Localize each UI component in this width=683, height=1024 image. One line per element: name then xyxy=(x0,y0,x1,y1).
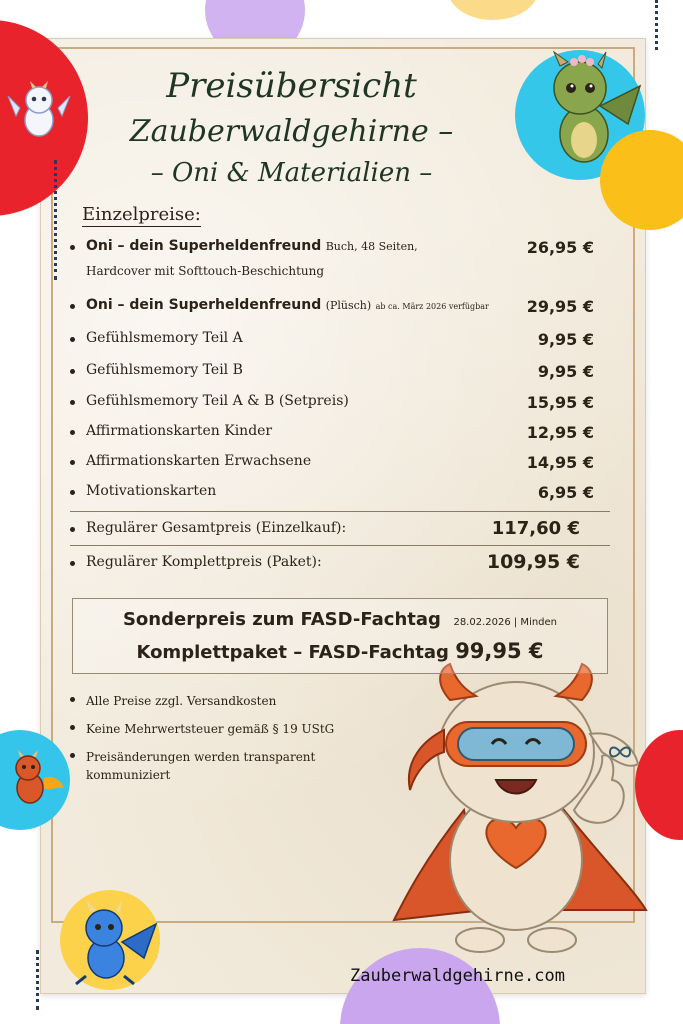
product-name: Oni – dein Superheldenfreund xyxy=(86,297,322,313)
special-offer-price: 99,95 € xyxy=(455,639,544,663)
product-price: 9,95 € xyxy=(537,362,594,381)
decor-dots xyxy=(655,0,658,50)
product-price: 26,95 € xyxy=(526,238,594,257)
price-row xyxy=(70,455,600,475)
divider xyxy=(70,545,610,546)
product-name: Gefühlsmemory Teil B xyxy=(86,362,243,378)
note-item xyxy=(70,720,370,740)
website-link[interactable]: Zauberwaldgehirne.com xyxy=(350,966,565,986)
blue-dragon-icon xyxy=(66,896,158,988)
product-name: Motivationskarten xyxy=(86,483,217,499)
price-row xyxy=(70,485,600,505)
product-price: 6,95 € xyxy=(537,483,594,502)
price-row xyxy=(70,299,600,319)
product-name: Oni – dein Superheldenfreund xyxy=(86,238,322,254)
page-subtitle-2: – Oni & Materialien – xyxy=(150,158,433,188)
regular-total-label: Regulärer Gesamtpreis (Einzelkauf): xyxy=(86,520,347,536)
product-price: 12,95 € xyxy=(526,423,594,442)
section-heading-single-prices: Einzelpreise: xyxy=(82,204,201,225)
note-item xyxy=(70,748,370,788)
note-item xyxy=(70,692,370,712)
package-total-label: Regulärer Komplettpreis (Paket): xyxy=(86,554,322,570)
bullet xyxy=(70,304,75,309)
product-name: Affirmationskarten Kinder xyxy=(86,423,273,439)
page-subtitle: Zauberwaldgehirne – xyxy=(129,114,454,149)
price-row xyxy=(70,364,600,384)
product-name: Gefühlsmemory Teil A xyxy=(86,330,243,346)
special-offer-title: Sonderpreis zum FASD-Fachtag xyxy=(122,609,441,630)
product-detail: (Plüsch) xyxy=(325,299,372,312)
divider xyxy=(70,511,610,512)
note-text: Preisänderungen werden transparent kommuniziert xyxy=(86,750,316,782)
price-row xyxy=(70,425,600,445)
product-price: 14,95 € xyxy=(526,453,594,472)
price-row xyxy=(70,240,600,284)
package-total-price: 109,95 € xyxy=(486,551,580,573)
note-text: Alle Preise zzgl. Versandkosten xyxy=(86,694,277,708)
product-price: 29,95 € xyxy=(526,297,594,316)
special-offer-package: Komplettpaket – FASD-Fachtag xyxy=(136,642,449,663)
product-price: 15,95 € xyxy=(526,393,594,412)
price-row xyxy=(70,332,600,352)
product-name: Affirmationskarten Erwachsene xyxy=(86,453,312,469)
red-dragon-icon xyxy=(4,748,66,810)
page-title: Preisübersicht xyxy=(166,66,417,106)
price-row xyxy=(70,395,600,415)
decor-dots xyxy=(36,950,39,1010)
decor-circle-yellow-top xyxy=(448,0,538,20)
product-detail: Buch, 48 Seiten, xyxy=(325,240,418,253)
availability-note: ab ca. März 2026 verfügbar xyxy=(375,302,489,311)
note-text: Keine Mehrwertsteuer gemäß § 19 UStG xyxy=(86,722,335,736)
package-total-row xyxy=(70,551,600,576)
special-offer-date: 28.02.2026 | Minden xyxy=(453,617,558,628)
special-offer-box xyxy=(72,598,608,674)
product-detail-2: Hardcover mit Softtouch-Beschichtung xyxy=(86,264,325,278)
oni-superhero-mascot xyxy=(384,660,650,956)
bullet xyxy=(70,245,75,250)
product-name: Gefühlsmemory Teil A & B (Setpreis) xyxy=(86,393,349,409)
regular-total-price: 117,60 € xyxy=(491,518,580,539)
green-dragon-icon xyxy=(540,46,644,168)
product-price: 9,95 € xyxy=(537,330,594,349)
regular-total-row xyxy=(70,518,600,542)
